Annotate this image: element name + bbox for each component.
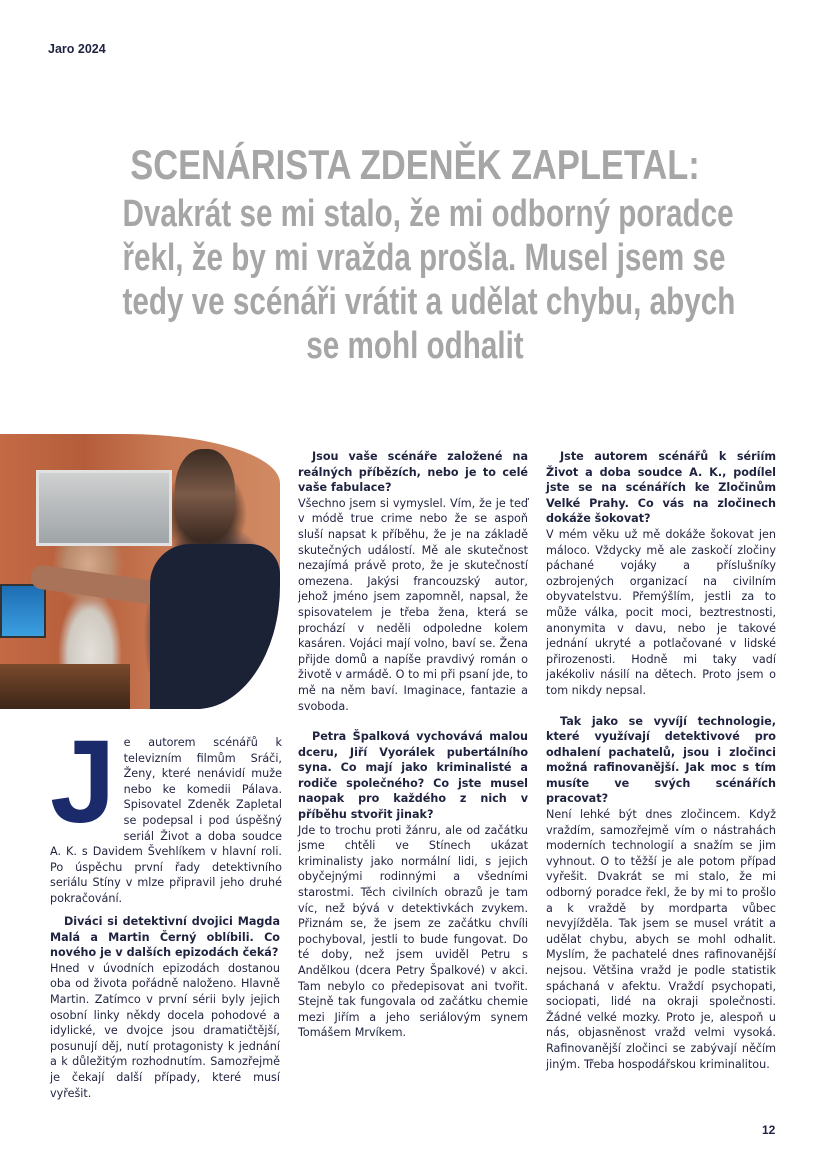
intro-paragraph bbox=[50, 716, 282, 907]
article-photo bbox=[0, 434, 280, 709]
interview-question: Jsou vaše scénáře založené na reálných příbězích, nebo je to celé vaše fabulace? bbox=[298, 450, 528, 495]
headline-name: SCENÁRISTA ZDENĚK ZAPLETAL: bbox=[130, 141, 700, 188]
interview-answer: Jde to trochu proti žánru, ale od začátku jsme chtěli ve Stínech ukázat kriminalisty jako normální lidi, s jejich obyčejnými rodinnými a všedními starostmi. Těch civilních obrazů je tam víc, než bývá v detektivkách zvykem. Přiznám se, že jsem ze začátku chvíli pochyboval, jestli to bude fungovat. Do té doby, než jsem uviděl Petru s Andělkou (dcera Petry Špalkové) v akci. Tam nebylo co předepisovat ani tvořit. Stejně tak fungovala od začátku chemie mezi Jiřím a jeho seriálovým synem Tomášem Mrvíkem. bbox=[298, 823, 528, 1040]
interview-answer: Hned v úvodních epizodách dostanou oba od života pořádně naloženo. Hlavně Martin. Zatímco v první sérii byly jejich osobní linky někdy docela pohodové a idylické, ve dvojce jsou dramatičtější, posunují děj, nutí protagonisty k jednání a k důležitým rozhodnutím. Samozřejmě je čekají další případy, které musí vyřešit. bbox=[50, 961, 280, 1100]
interview-question: Tak jako se vyvíjí technologie, které využívají detektivové pro odhalení pachatelů, jsou i zločinci možná rafinovanější. Jak moc s tím musíte ve svých scénářích pracovat? bbox=[546, 714, 776, 806]
headline-quote-line: se mohl odhalit bbox=[306, 325, 524, 367]
issue-label: Jaro 2024 bbox=[48, 42, 106, 56]
page-number: 12 bbox=[762, 1123, 776, 1137]
photo-monitor bbox=[0, 584, 46, 638]
article-headline bbox=[40, 138, 790, 368]
interview-answer: Není lehké být dnes zločincem. Když vraždím, samozřejmě vím o nástrahách moderních technologií a snažím se jim vyhnout. O to těžší je ale potom případ vyřešit. Dvakrát se mi stalo, že mi odborný poradce řekl, že by mi to prošlo a k vraždě by mordparta vůbec nevyjížděla. Tak jsem se musel vrátit a udělat chybu, abych se mohl odhalit. Myslím, že pachatelé dnes rafinovanější nejsou. Většina vražd je podle statistik spáchaná v afektu. Vraždí psychopati, sociopati, lidé na okraji společnosti. Žádné velké mozky. Proto je, alespoň u nás, objasněnost vražd velmi vysoká. Rafinovanější zločinci se zabývají něčím jiným. Třeba hospodářskou kriminalitou. bbox=[546, 808, 776, 1071]
interview-answer: Všechno jsem si vymyslel. Vím, že je teď v módě true crime nebo že se aspoň sluší napsat k příběhu, že je na základě skutečných událostí. Mě ale skutečnost nezajímá právě proto, že je skutečností omezena. Jakýsi francouzský autor, jehož jméno jsem zapomněl, napsal, že spisovatelem je třeba žena, která se prochází v neděli odpoledne kolem kasáren. Vojáci mají volno, baví se. Žena přijde domů a napíše pravdivý román o životě v armádě. O to mi při psaní jde, to mě na něm baví. Imaginace, fantazie a svoboda. bbox=[298, 496, 528, 713]
photo-counter bbox=[0, 664, 130, 709]
interview-answer: V mém věku už mě dokáže šokovat jen máloco. Vždycky mě ale zaskočí zločiny páchané vojáky a příslušníky ozbrojených organizací na civilním obyvatelstvu. Přemýšlím, jestli za to může válka, pocit moci, beztrestnosti, anonymita v davu, nebo je takové jednání ukryté a potlačované v lidské přirozenosti. Hodně mi taky vadí jakékoliv násilí na dětech. Proto jsem o tom nikdy nepsal. bbox=[546, 527, 776, 697]
photo-head bbox=[175, 449, 235, 539]
interview-question: Petra Špalková vychovává malou dceru, Jiří Vyorálek pubertálního syna. Co mají jako kriminalisté a rodiče společného? Co jste musel naopak pro každého z nich v příběhu stvořit jinak? bbox=[298, 730, 528, 822]
intro-text: e autorem scénářů k televizním filmům Sráči, Ženy, které nenávidí muže nebo ke komedii Pálava. Spisovatel Zdeněk Zapletal se podepsal i pod úspěšný seriál Život a doba soudce A. K. s Davidem Švehlíkem v hlavní roli. Po úspěchu první řady detektivního seriálu Stíny v mlze připravil jeho druhé pokračování. bbox=[50, 736, 282, 905]
interview-question: Jste autorem scénářů k sériím Život a doba soudce A. K., podílel jste se na scénářích ke Zločinům Velké Prahy. Co vás na zločinech dokáže šokovat? bbox=[546, 450, 776, 526]
column-1 bbox=[50, 914, 280, 1101]
drop-cap: J bbox=[50, 716, 116, 848]
interview-question: Diváci si detektivní dvojici Magda Malá a Martin Černý oblíbili. Co nového je v dalších epizodách čeká? bbox=[50, 915, 280, 960]
headline-quote-line: Dvakrát se mi stalo, že mi odborný poradce bbox=[122, 193, 734, 235]
headline-quote-line: řekl, že by mi vražda prošla. Musel jsem se bbox=[122, 237, 726, 279]
column-3 bbox=[546, 449, 776, 1072]
photo-cabinet bbox=[36, 470, 172, 546]
photo-man bbox=[150, 544, 280, 709]
headline-quote-line: tedy ve scénáři vrátit a udělat chybu, abych bbox=[122, 281, 736, 323]
column-2 bbox=[298, 449, 528, 1041]
